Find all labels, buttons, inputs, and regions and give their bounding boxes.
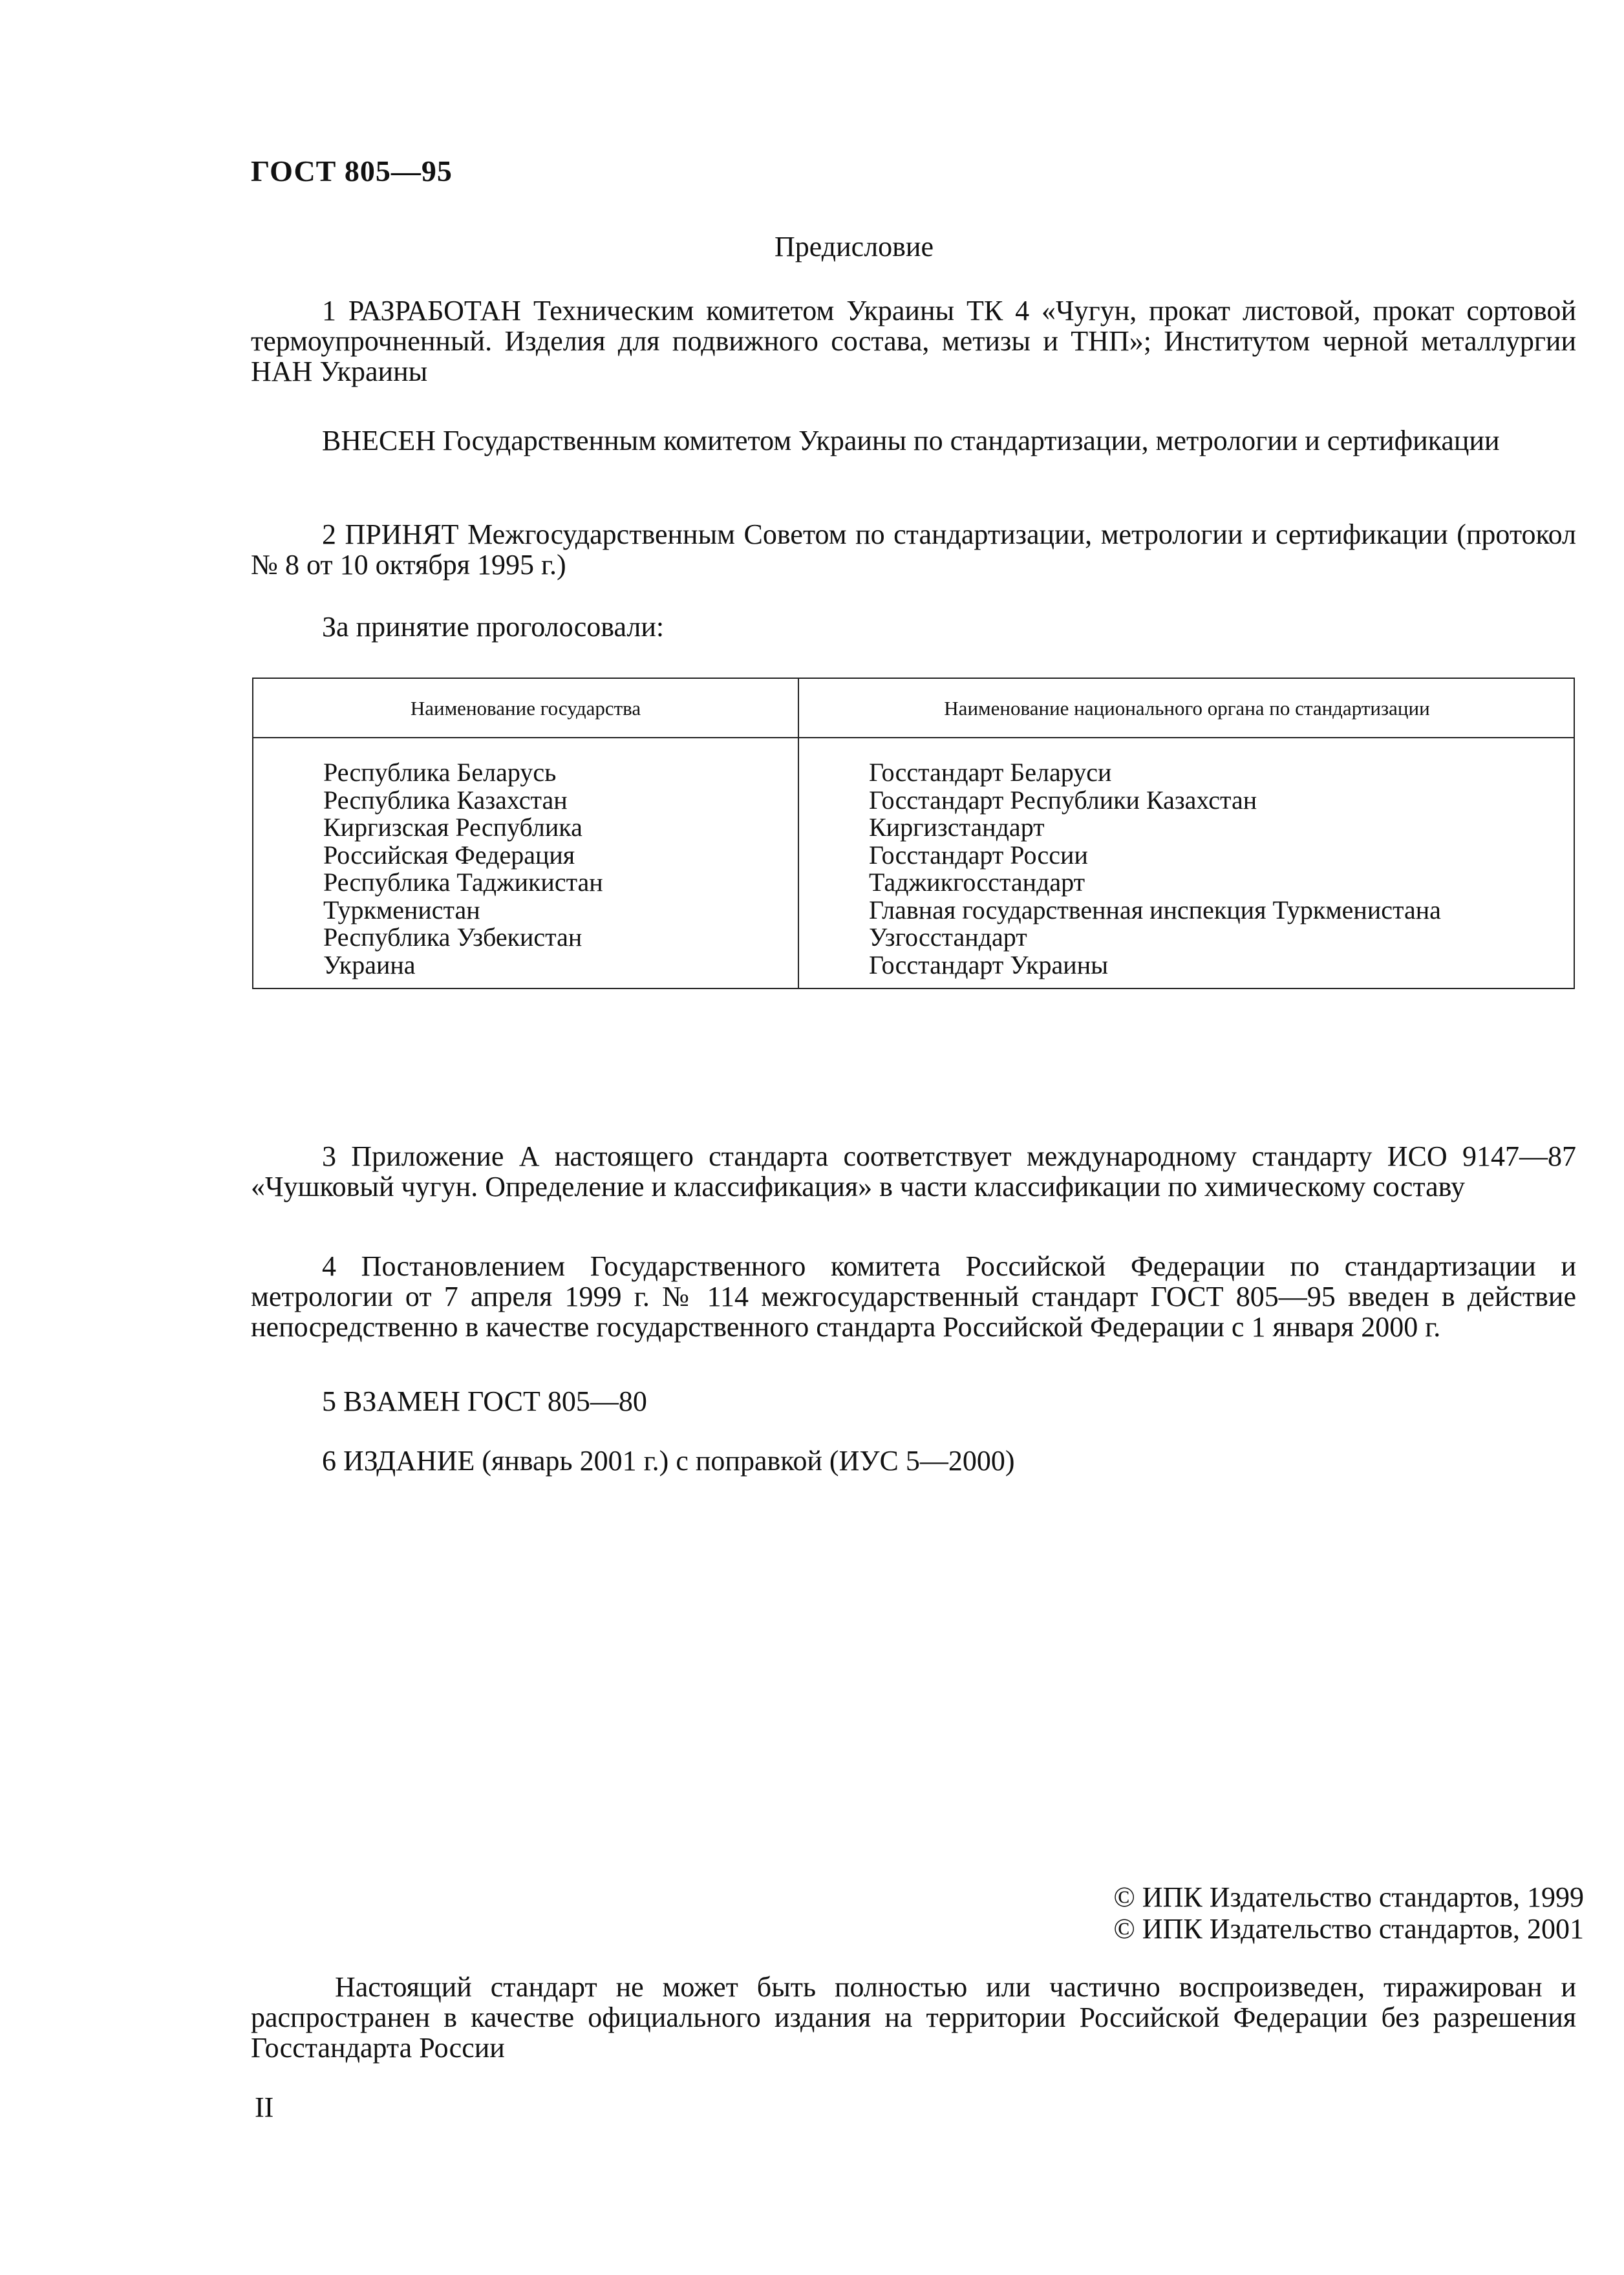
paragraph-resolution: 4 Постановлением Государственного комитета Российской Федерации по стандартизации и метрологии от 7 апреля 1999 г. № 114 межгосударственный стандарт ГОСТ 805—95 введен в действие непосредственно в качестве государственного стандарта Российской Федерации с 1 января 2000 г. (251, 1250, 1576, 1343)
table-cell-state: Российская Федерация (323, 840, 575, 870)
table-cell-org: Узгосстандарт (869, 923, 1027, 952)
table-cell-state: Киргизская Республика (323, 813, 582, 842)
copyright-line-1999: © ИПК Издательство стандартов, 1999 (1113, 1881, 1584, 1913)
table-header-divider (253, 737, 1574, 738)
voting-table (252, 678, 1575, 989)
paragraph-voted-intro: За принятие проголосовали: (322, 611, 665, 643)
table-cell-state: Республика Таджикистан (323, 868, 603, 897)
copyright-line-2001: © ИПК Издательство стандартов, 2001 (1113, 1913, 1584, 1945)
paragraph-replaces: 5 ВЗАМЕН ГОСТ 805—80 (322, 1385, 647, 1417)
table-cell-org: Госстандарт России (869, 840, 1088, 870)
table-cell-state: Республика Казахстан (323, 785, 568, 815)
table-cell-org: Киргизстандарт (869, 813, 1045, 842)
paragraph-introduced: ВНЕСЕН Государственным комитетом Украины по стандартизации, метрологии и сертификации (322, 425, 1500, 456)
table-header-org: Наименование национального органа по стандартизации (944, 697, 1430, 720)
paragraph-adopted: 2 ПРИНЯТ Межгосударственным Советом по стандартизации, метрологии и сертификации (протокол № 8 от 10 октября 1995 г.) (251, 518, 1576, 581)
table-cell-org: Госстандарт Беларуси (869, 758, 1112, 787)
table-cell-state: Украина (323, 950, 416, 979)
table-cell-state: Республика Узбекистан (323, 923, 582, 952)
paragraph-edition: 6 ИЗДАНИЕ (январь 2001 г.) с поправкой (ИУС 5—2000) (322, 1445, 1015, 1477)
table-cell-org: Госстандарт Республики Казахстан (869, 785, 1257, 815)
table-header-state: Наименование государства (410, 697, 641, 720)
org-list (869, 759, 1441, 979)
paragraph-developed: 1 РАЗРАБОТАН Техническим комитетом Украины ТК 4 «Чугун, прокат листовой, прокат сортовой термоупрочненный. Изделия для подвижного состава, метизы и ТНП»; Институтом черной металлургии НАН Украины (251, 295, 1576, 387)
table-cell-org: Таджикгосстандарт (869, 868, 1085, 897)
table-cell-state: Республика Беларусь (323, 758, 557, 787)
table-cell-org: Госстандарт Украины (869, 950, 1108, 979)
document-code-header: ГОСТ 805—95 (251, 155, 453, 187)
copyright-block (1113, 1881, 1584, 1945)
table-column-divider (798, 679, 799, 988)
page-number: II (255, 2091, 274, 2123)
state-list (323, 759, 603, 979)
section-title: Предисловие (775, 231, 934, 262)
table-cell-org: Главная государственная инспекция Туркменистана (869, 895, 1441, 924)
paragraph-appendix: 3 Приложение А настоящего стандарта соответствует международному стандарту ИСО 9147—87 «Чушковый чугун. Определение и классификация» в части классификации по химическому составу (251, 1140, 1576, 1202)
table-cell-state: Туркменистан (323, 895, 480, 924)
reproduction-notice: Настоящий стандарт не может быть полностью или частично воспроизведен, тиражирован и распространен в качестве официального издания на территории Российской Федерации без разрешения Госстандарта России (251, 1971, 1576, 2064)
